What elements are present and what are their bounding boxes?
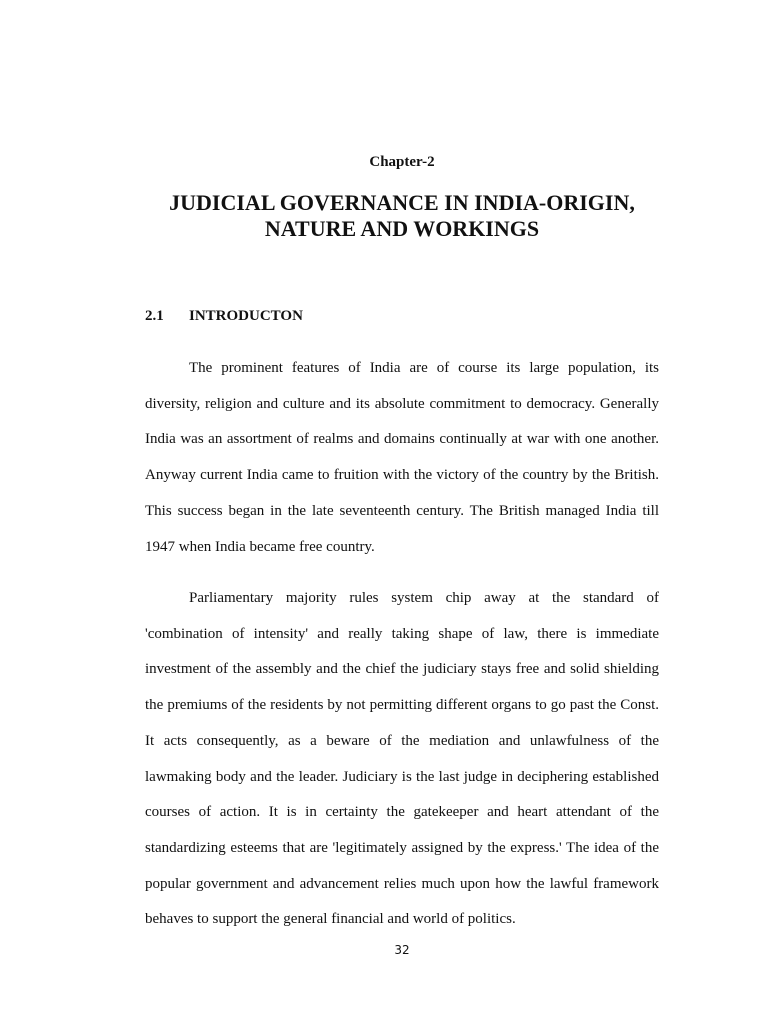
paragraph: Parliamentary majority rules system chip away at the standard of 'combination of intensity' and really taking shape of law, there is immediate investment of the assembly and the chief the judiciary stays free and solid shielding the premiums of the residents by not permitting different organs to go past the Const. It acts consequently, as a beware of the mediation and unlawfulness of the lawmaking body and the leader. Judiciary is the last judge in deciphering established courses of action. It is in certainty the gatekeeper and heart attendant of the standardizing esteems that are 'legitimately assigned by the express.' The idea of the popular government and advancement relies much upon how the lawful framework behaves to support the general financial and world of politics. xyxy=(145,590,659,928)
chapter-label: Chapter-2 xyxy=(369,154,435,170)
section-heading xyxy=(145,308,303,325)
section-number: 2.1 xyxy=(145,308,164,324)
chapter-title xyxy=(0,190,768,242)
page-number: 32 xyxy=(394,943,410,957)
chapter-title-line: NATURE AND WORKINGS xyxy=(264,216,540,241)
section-title: INTRODUCTON xyxy=(189,308,303,324)
chapter-title-line: JUDICIAL GOVERNANCE IN INDIA-ORIGIN, xyxy=(169,190,635,215)
paragraph: The prominent features of India are of course its large population, its diversity, religion and culture and its absolute commitment to democracy. Generally India was an assortment of realms and domains continually at war with one another. Anyway current India came to fruition with the victory of the country by the British. This success began in the late seventeenth century. The British managed India till 1947 when India became free country. xyxy=(145,360,659,555)
